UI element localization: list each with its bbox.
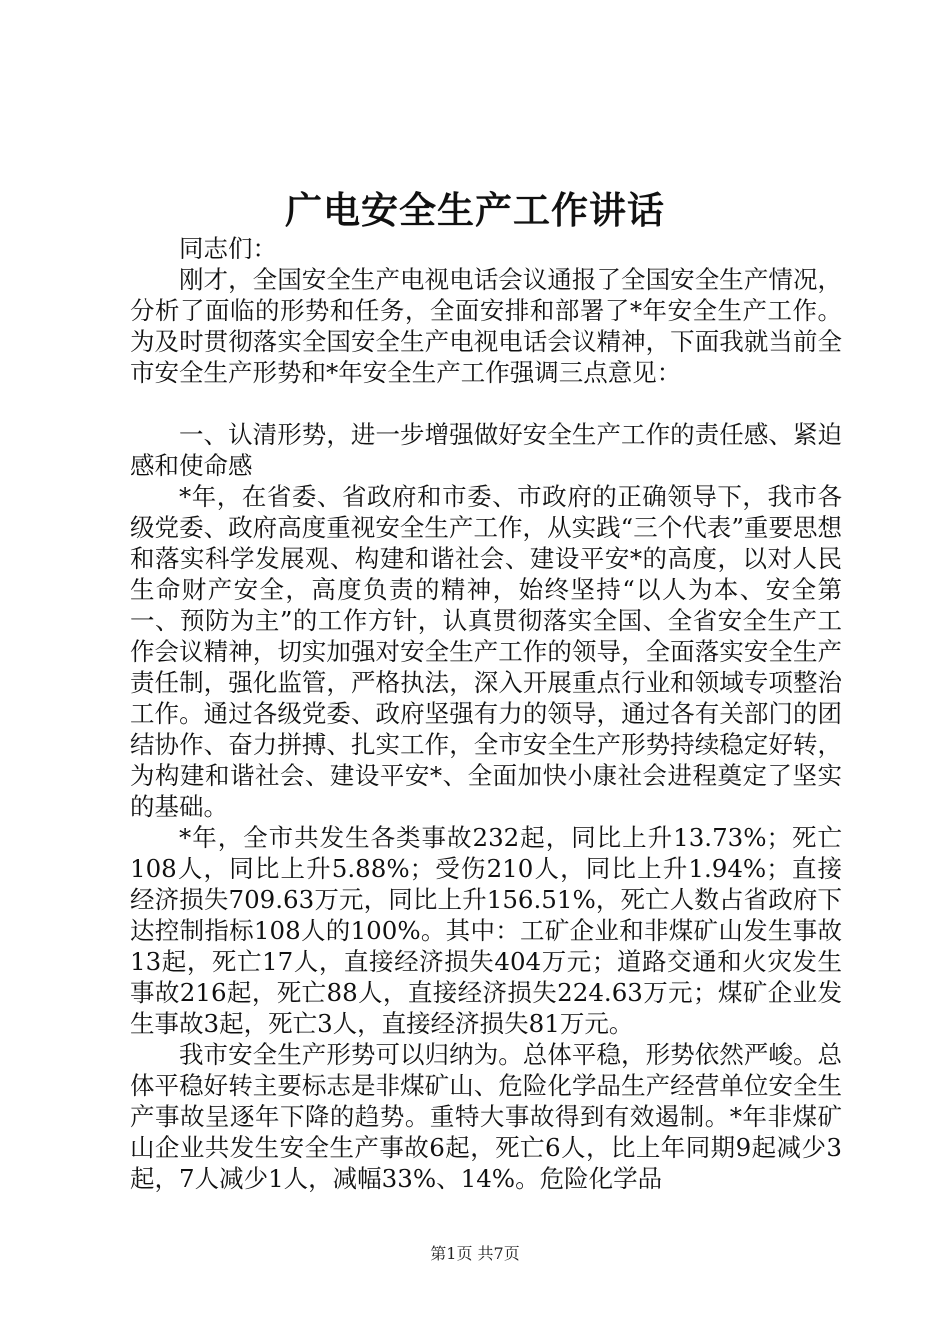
paragraph-intro: 刚才，全国安全生产电视电话会议通报了全国安全生产情况，分析了面临的形势和任务，全面安排和部署了*年安全生产工作。为及时贯彻落实全国安全生产电视电话会议精神，下面我就当前全市安全生产形势和*年安全生产工作强调三点意见： <box>130 265 842 387</box>
document-title: 广电安全生产工作讲话 <box>285 188 665 232</box>
document-body <box>130 233 842 1194</box>
paragraph-achievements: *年，在省委、省政府和市委、市政府的正确领导下，我市各级党委、政府高度重视安全生产工作，从实践“三个代表”重要思想和落实科学发展观、构建和谐社会、建设平安*的高度，以对人民生命财产安全，高度负责的精神，始终坚持“以人为本、安全第一、预防为主”的工作方针，认真贯彻落实全国、全省安全生产工作会议精神，切实加强对安全生产工作的领导，全面落实安全生产责任制，强化监管，严格执法，深入开展重点行业和领域专项整治工作。通过各级党委、政府坚强有力的领导，通过各有关部门的团结协作、奋力拼搏、扎实工作，全市安全生产形势持续稳定好转，为构建和谐社会、建设平安*、全面加快小康社会进程奠定了坚实的基础。 <box>130 482 842 821</box>
section-heading-1: 一、认清形势，进一步增强做好安全生产工作的责任感、紧迫感和使命感 <box>130 420 842 480</box>
page-footer: 第1页 共7页 <box>430 1244 520 1263</box>
paragraph-situation: 我市安全生产形势可以归纳为。总体平稳，形势依然严峻。总体平稳好转主要标志是非煤矿山、危险化学品生产经营单位安全生产事故呈逐年下降的趋势。重特大事故得到有效遏制。*年非煤矿山企业共发生安全生产事故6起，死亡6人，比上年同期9起减少3起，7人减少1人，减幅33%、14%。危险化学品 <box>130 1040 842 1193</box>
salutation: 同志们： <box>179 234 277 263</box>
paragraph-statistics: *年，全市共发生各类事故232起，同比上升13.73%；死亡108人，同比上升5.88%；受伤210人，同比上升1.94%；直接经济损失709.63万元，同比上升156.51%，死亡人数占省政府下达控制指标108人的100%。其中：工矿企业和非煤矿山发生事故13起，死亡17人，直接经济损失404万元；道路交通和火灾发生事故216起，死亡88人，直接经济损失224.63万元；煤矿企业发生事故3起，死亡3人，直接经济损失81万元。 <box>130 823 842 1038</box>
